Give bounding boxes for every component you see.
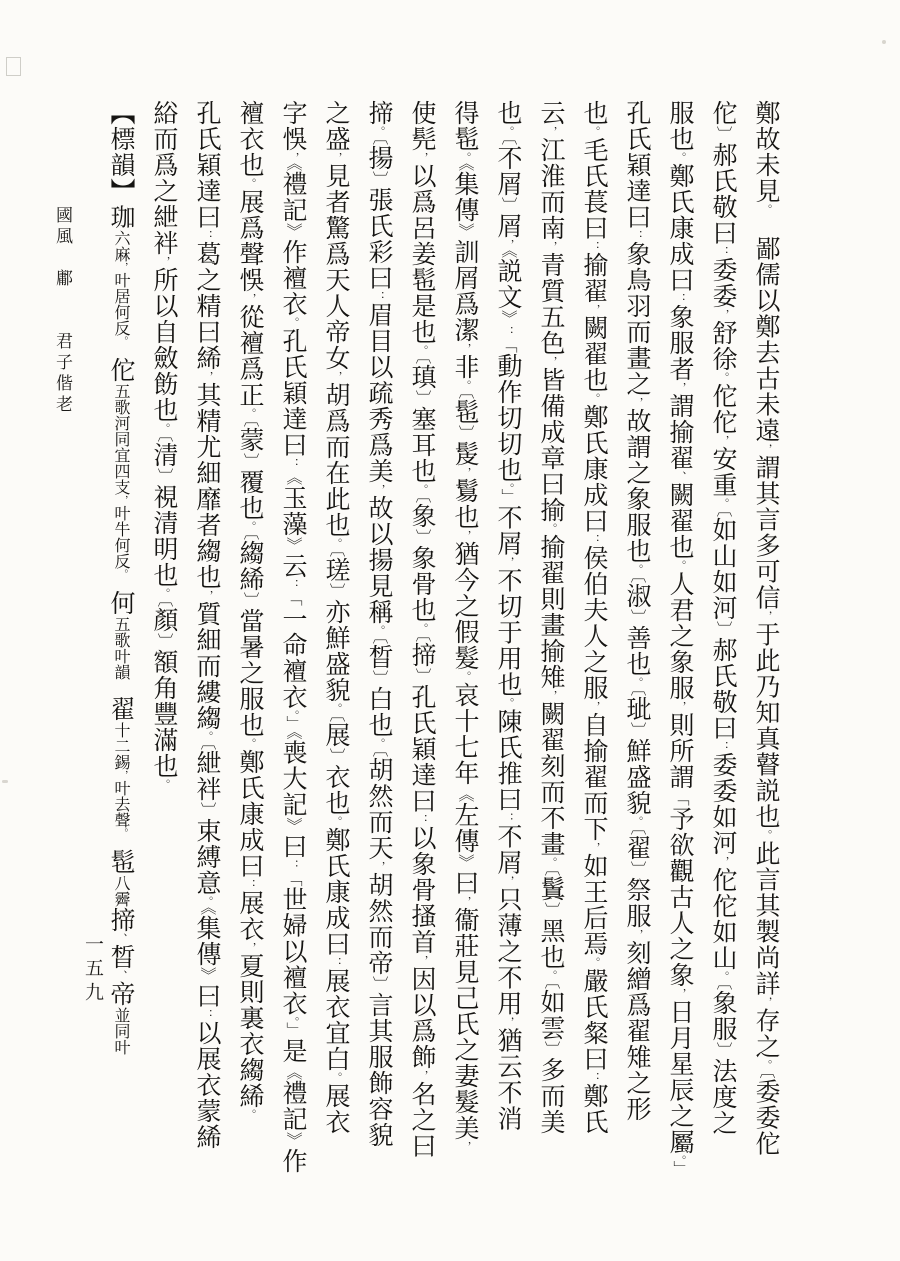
text-column: 也。〔不屑〕屑，《説文》：「動作切切也。」不屑，不切于用也。陳氏推曰：不屑，只薄之不用，猶云不消 xyxy=(494,100,523,1132)
scan-artifact xyxy=(6,57,21,76)
text-column: 佗〕郝氏敬曰：委委，舒徐。佗佗，安重。〔如山如河〕郝氏敬曰：委委如河，佗佗如山。〔象服〕法度之 xyxy=(709,100,738,1136)
text-body xyxy=(100,100,788,1180)
text-column: 也。毛氏萇曰：揄翟，闕翟也。鄭氏康成曰：侯伯夫人之服，自揄翟而下，如王后焉。嚴氏粲曰：鄭氏 xyxy=(580,100,609,1135)
scan-artifact xyxy=(882,40,886,44)
text-column: 襢衣也。展爲聲悞，從襢爲正。〔蒙〕覆也。〔縐絺〕當暑之服也。鄭氏康成曰：展衣，夏則裏衣縐絺。 xyxy=(236,100,265,1120)
text-column: 揥。〔揚〕張氏彩曰：眉目以疏秀爲美，故以揚見稱。〔晳〕白也。〔胡然而天，胡然而帝〕言其服飾容貌 xyxy=(365,100,394,1148)
scan-artifact xyxy=(2,780,8,783)
text-column: 云，江淮而南，青質五色，皆備成章曰揄。揄翟則畫揄雉，闕翟刻而不畫。〔鬒〕黑也。〔如雲〕多而美 xyxy=(537,100,566,1135)
text-column: 【標韻】珈六麻，叶居何反。 佗五歌河同宜四支，叶牛何反。 何五歌叶韻 翟十二錫，叶去聲。 髢八霽揥、晳、帝並同叶 xyxy=(107,100,136,1055)
text-column: 鄭故未見。 鄙儒以鄭去古未遠，謂其言多可信，于此乃知真瞽説也。此言其製尚詳，存之。〔委委佗 xyxy=(752,100,781,1157)
text-column: 孔氏穎達曰：葛之精曰絺，其精尤細靡者縐也，質細而縷縐。〔紲袢〕束縛意。《集傳》曰：以展衣蒙絺 xyxy=(193,100,222,1150)
text-column: 之盛，見者驚爲天人帝女，胡爲而在此也。〔瑳〕亦鮮盛貌。〔展〕衣也。鄭氏康成曰：展衣宜白。展衣 xyxy=(322,100,351,1135)
text-column: 使髡，以爲呂姜髢是也。〔瑱〕塞耳也。〔象〕象骨也。〔揥〕孔氏穎達曰：以象骨搔首，因以爲飾，名之曰 xyxy=(408,100,437,1159)
page-number: 一五九 xyxy=(82,934,104,1006)
text-column: 服也。鄭氏康成曰：象服者，謂揄翟、闕翟也。人君之象服，則所謂「予欲觀古人之象，日月星辰之屬。」 xyxy=(666,100,695,1177)
text-column: 得髢。《集傳》訓屑爲潔，非。〔髢〕髲，鬄也，猶今之假髮。哀十七年《左傳》曰，衞莊見己氏之妻髮美， xyxy=(451,100,480,1152)
text-column: 字悞，《禮記》作襢衣。孔氏穎達曰：《玉藻》云：「一命襢衣。」《喪大記》曰：「世婦以襢衣。」是《禮記》作 xyxy=(279,100,308,1174)
running-title: 國風 鄘 君子偕老 xyxy=(52,206,72,416)
text-column: 綌而爲之紲袢，所以自斂飭也。〔清〕視清明也。〔顏〕額角豐滿也。 xyxy=(150,100,179,790)
text-column: 孔氏穎達曰：象鳥羽而畫之，故謂之象服也。〔淑〕善也。〔玼〕鮮盛貌。〔翟〕祭服，刻繒爲翟雉之形 xyxy=(623,100,652,1122)
